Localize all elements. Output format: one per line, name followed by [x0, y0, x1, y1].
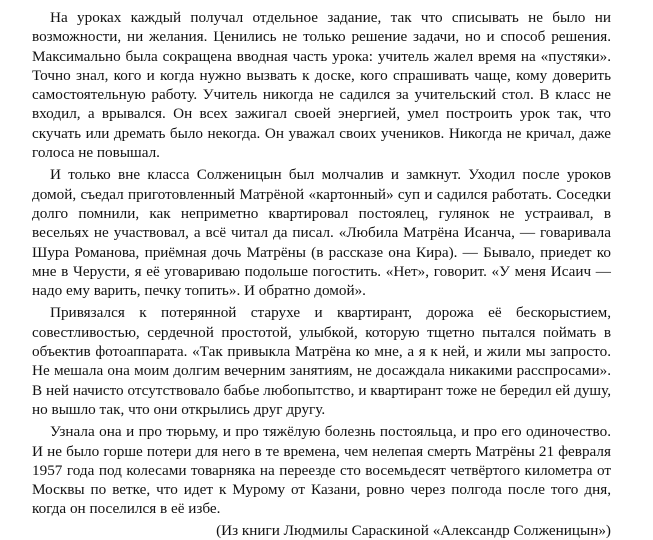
- paragraph-3: Привязался к потерянной старухе и квартирант, дорожа её бескорыстием, совестливостью, сердечной простотой, улыбкой, которую тщетно пытался поймать в объектив фотоаппарата. «Так привыкла Матрёна ко мне, а я к ней, и жили мы запросто. Не мешала она моим долгим вечерним занятиям, не досаждала никакими расспросами». В ней начисто отсутствовало бабье любопытство, и квартирант тоже не бередил ей душу, но вышло так, что они открылись друг другу.: [32, 304, 611, 418]
- paragraph-4: Узнала она и про тюрьму, и про тяжёлую болезнь постояльца, и про его одиночество. И не было горше потери для него в те времена, чем нелепая смерть Матрёны 21 февраля 1957 года под колесами товарняка на переезде сто восемьдесят четвёртого километра от Москвы по ветке, что идет к Мурому от Казани, ровно через полгода после того дня, когда он поселился в её избе.: [32, 423, 611, 518]
- paragraph-2: И только вне класса Солженицын был молчалив и замкнут. Уходил после уроков домой, съедал приготовленный Матрёной «картонный» суп и садился работать. Соседки долго помнили, как неприметно квартировал постоялец, гулянок не устраивал, в весельях не участвовал, а всё читал да писал. «Любила Матрёна Исанча, — говаривала Шура Романова, приёмная дочь Матрёны (в рассказе она Кира). — Бывало, приедет ко мне в Черусти, я её уговариваю подольше погостить. «Нет», говорит. «У меня Исаич — надо ему варить, печку топить». И обратно домой».: [32, 166, 611, 300]
- source-citation: (Из книги Людмилы Сараскиной «Александр Солженицын»): [216, 521, 611, 539]
- paragraph-1: На уроках каждый получал отдельное задание, так что списывать не было ни возможности, ни желания. Ценились не только решение задачи, но и способ решения. Максимально была сокращена вводная часть урока: учитель жалел время на «пустяки». Точно знал, кого и когда нужно вызвать к доске, кого спрашивать чаще, кому доверить самостоятельную работу. Учитель никогда не садился за учительский стол. В класс не входил, а врывался. Он всех зажигал своей энергией, умел построить урок так, что скучать или дремать было некогда. Он уважал своих учеников. Никогда не кричал, даже голоса не повышал.: [32, 9, 611, 162]
